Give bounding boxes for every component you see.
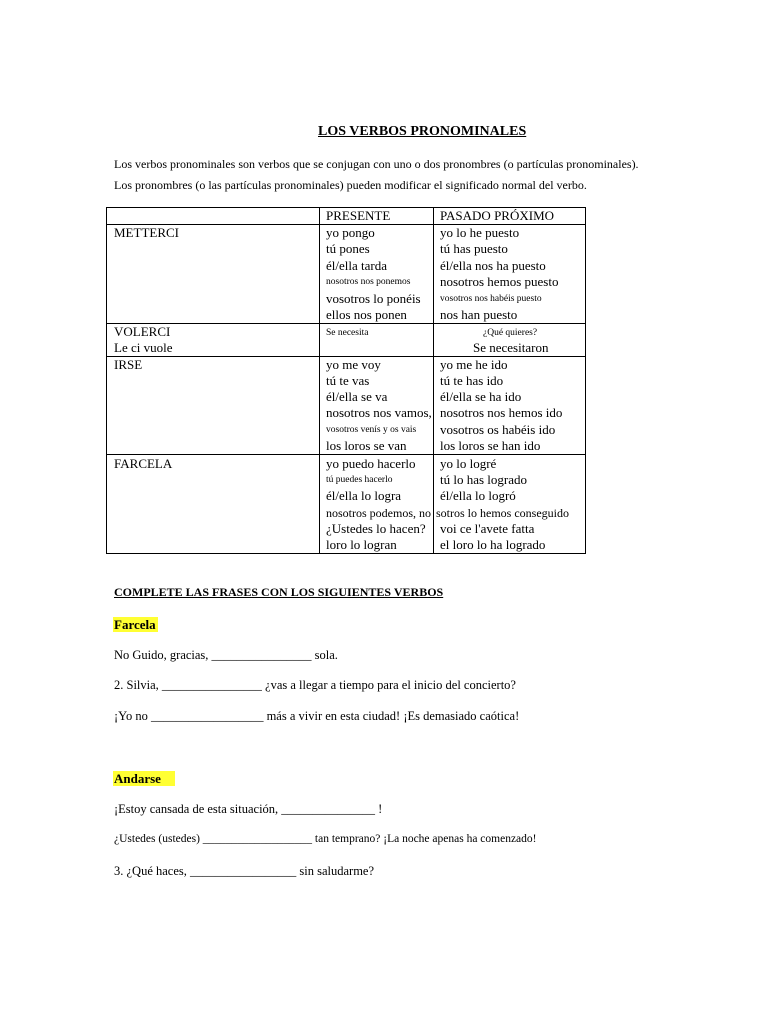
- pasado-cell: los loros se han ido: [440, 438, 541, 453]
- pasado-cell: nosotros hemos puesto: [440, 274, 559, 289]
- verb-volerci-gloss: Le ci vuole: [114, 340, 173, 355]
- pasado-cell: vosotros nos habéis puesto: [440, 294, 542, 304]
- group-label-andarse: Andarse: [113, 770, 175, 788]
- presente-cell: tú pones: [326, 241, 370, 256]
- pasado-cell: nosotros nos hemos ido: [440, 405, 563, 420]
- presente-cell: ellos nos ponen: [326, 307, 407, 322]
- presente-cell: ¿Ustedes lo hacen?: [326, 521, 426, 536]
- pasado-cell: él/ella nos ha puesto: [440, 258, 546, 273]
- presente-cell: vosotros lo ponéis: [326, 291, 421, 306]
- presente-cell: yo pongo: [326, 225, 375, 240]
- exercise-sentence: No Guido, gracias, ________________ sola.: [114, 648, 338, 662]
- pasado-cell: ¿Qué quieres?: [483, 328, 538, 338]
- pasado-cell: él/ella lo logró: [440, 488, 516, 503]
- verb-farcela: FARCELA: [114, 456, 173, 471]
- presente-cell: él/ella tarda: [326, 258, 387, 273]
- pasado-cell: sotros lo hemos conseguido: [436, 506, 569, 520]
- exercise-sentence: ¡Yo no __________________ más a vivir en esta ciudad! ¡Es demasiado caótica!: [114, 709, 520, 723]
- pasado-cell: voi ce l'avete fatta: [440, 521, 535, 536]
- pasado-cell: el loro lo ha logrado: [440, 537, 546, 552]
- group-label-farcela: Farcela: [114, 617, 156, 632]
- pasado-cell: nos han puesto: [440, 307, 518, 322]
- presente-cell: Se necesita: [326, 328, 369, 338]
- presente-cell: nosotros podemos, no: [326, 506, 431, 520]
- intro-line-1: Los verbos pronominales son verbos que se conjugan con uno o dos pronombres (o partículas pronominales).: [114, 157, 639, 171]
- presente-cell: él/ella lo logra: [326, 488, 402, 503]
- verb-metterci: METTERCI: [114, 225, 179, 240]
- pasado-cell: tú te has ido: [440, 373, 504, 388]
- header-presente: PRESENTE: [326, 208, 391, 223]
- presente-cell: yo me voy: [326, 357, 381, 372]
- pasado-cell: yo lo he puesto: [440, 225, 520, 240]
- presente-cell: yo puedo hacerlo: [326, 456, 416, 471]
- exercise-title: COMPLETE LAS FRASES CON LOS SIGUIENTES VERBOS: [114, 585, 444, 599]
- pasado-cell: yo lo logré: [440, 456, 497, 471]
- exercise-sentence: ¿Ustedes (ustedes) ___________________ tan temprano? ¡La noche apenas ha comenzado!: [114, 833, 537, 845]
- presente-cell: loro lo logran: [326, 537, 397, 552]
- presente-cell: tú te vas: [326, 373, 370, 388]
- presente-cell: los loros se van: [326, 438, 407, 453]
- exercise-sentence: 3. ¿Qué haces, _________________ sin saludarme?: [114, 864, 375, 878]
- presente-cell: él/ella se va: [326, 389, 388, 404]
- conjugation-table: [106, 207, 586, 554]
- pasado-cell: tú has puesto: [440, 241, 508, 256]
- verb-volerci: VOLERCI: [114, 324, 171, 339]
- verb-irse: IRSE: [114, 357, 143, 372]
- page-title: LOS VERBOS PRONOMINALES: [318, 124, 527, 139]
- presente-cell: nosotros nos vamos,: [326, 405, 432, 420]
- pasado-cell: Se necesitaron: [473, 340, 549, 355]
- header-pasado-proximo: PASADO PRÓXIMO: [440, 208, 555, 223]
- exercise-sentence: 2. Silvia, ________________ ¿vas a llegar a tiempo para el inicio del concierto?: [114, 678, 516, 692]
- exercise-sentence: ¡Estoy cansada de esta situación, _______________ !: [114, 802, 383, 816]
- presente-cell: vosotros venís y os vais: [326, 425, 417, 435]
- presente-cell: nosotros nos ponemos: [326, 277, 411, 287]
- presente-cell: tú puedes hacerlo: [326, 475, 393, 485]
- pasado-cell: yo me he ido: [440, 357, 508, 372]
- pasado-cell: vosotros os habéis ido: [440, 422, 556, 437]
- pasado-cell: tú lo has logrado: [440, 472, 528, 487]
- pasado-cell: él/ella se ha ido: [440, 389, 522, 404]
- intro-line-2: Los pronombres (o las partículas pronominales) pueden modificar el significado normal del verbo.: [114, 178, 587, 192]
